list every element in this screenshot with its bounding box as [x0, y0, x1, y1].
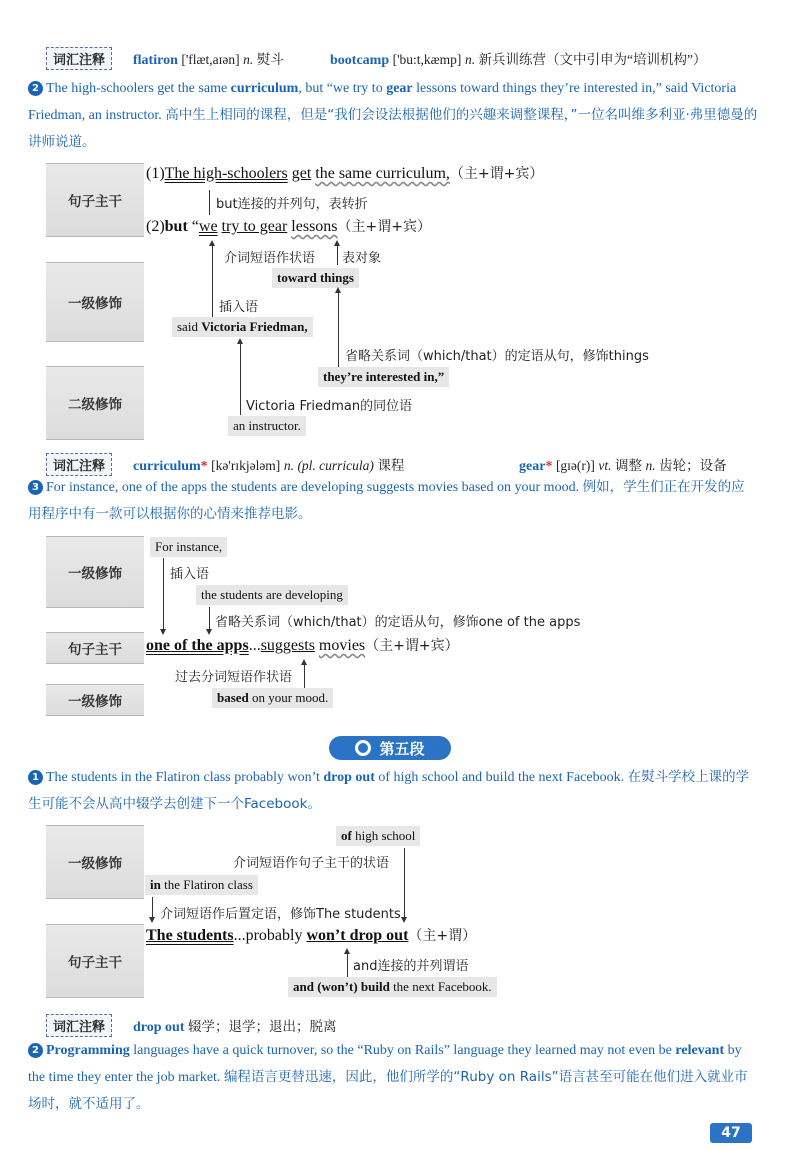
based-box: based on your mood. [212, 688, 333, 708]
arrow-up-icon [212, 245, 213, 318]
theyre-box: they’re interested in,” [318, 367, 449, 387]
omit-note: 省略关系词（which/that）的定语从句，修饰things [345, 349, 649, 364]
said-box: said Victoria Friedman, [172, 317, 313, 337]
arrow-up-icon [337, 245, 338, 265]
main-sentence-3: one of the apps...suggests movies（主+谓+宾） [146, 637, 459, 654]
of-high-school-box: of high school [336, 826, 420, 846]
and-build-box: and (won’t) build the next Facebook. [288, 977, 497, 997]
arrow-down-icon [404, 848, 405, 918]
arrow-up-icon [304, 664, 305, 688]
paragraph-5: 2 Programming languages have a quick turnover, so the “Ruby on Rails” language they learned may not even be relevant by the time they enter the job market. 编程语言更替迅速，因此，他们所学的“Ruby on Rails”语言甚至可能在他们进入就业市场时，就不适用了。 [28, 1043, 748, 1112]
label-level1: 一级修饰 [46, 825, 144, 899]
page-number: 47 [710, 1123, 752, 1143]
label-main-clause: 句子主干 [46, 632, 144, 664]
arrow-down-icon [163, 558, 164, 630]
insert-note: 插入语 [219, 300, 259, 315]
adv-note: 介词短语作句子主干的状语 [233, 856, 390, 871]
magnifier-icon [355, 740, 371, 756]
vocab-label: 词汇注释 [46, 453, 112, 476]
circled-number-icon: 2 [28, 81, 43, 96]
connector-line [209, 190, 210, 215]
circled-number-icon: 2 [28, 1043, 43, 1058]
in-flatiron-box: in the Flatiron class [145, 875, 258, 895]
students-dev-box: the students are developing [196, 585, 348, 605]
arrow-down-icon [152, 897, 153, 918]
insert-note: 插入语 [170, 567, 210, 582]
circled-number-icon: 1 [28, 770, 43, 785]
vocab-label: 词汇注释 [46, 1014, 112, 1037]
label-main-clause: 句子主干 [46, 163, 144, 237]
for-instance-box: For instance, [150, 537, 227, 557]
paragraph-2: 2 The high-schoolers get the same curriculum, but “we try to gear lessons toward things they’re interested in,” said Victoria Friedman, an instructor. 高中生上相同的课程，但是“我们会设法根据他们的兴趣来调整课程，”一位名叫维多利亚·弗里德曼的讲师说道。 [28, 81, 758, 150]
instructor-box: an instructor. [228, 416, 306, 436]
conj-note: but连接的并列句，表转折 [216, 197, 368, 212]
vocab-entry-drop-out: drop out 辍学；退学；退出；脱离 [133, 1019, 337, 1035]
arrow-up-icon [338, 292, 339, 368]
label-main-clause: 句子主干 [46, 924, 144, 998]
vocab-entry-flatiron: flatiron ['flæt,aɪən] n. 熨斗 [133, 52, 284, 68]
circled-number-icon: 3 [28, 480, 43, 495]
arrow-up-icon [347, 953, 348, 978]
arrow-down-icon [209, 607, 210, 630]
and-note: and连接的并列谓语 [353, 959, 469, 974]
obj-note: 表对象 [342, 251, 382, 266]
omit-note: 省略关系词（which/that）的定语从句，修饰one of the apps [215, 615, 581, 630]
prep-note: 介词短语作状语 [224, 251, 316, 266]
pp-note: 过去分词短语作状语 [175, 670, 293, 685]
label-level1: 一级修饰 [46, 536, 144, 608]
attr-note: 介词短语作后置定语，修饰The students [160, 907, 401, 922]
appos-note: Victoria Friedman的同位语 [246, 399, 413, 414]
sentence-1: (1)The high-schoolers get the same curriculum,（主+谓+宾） [146, 165, 544, 182]
vocab-entry-bootcamp: bootcamp ['bu:t,kæmp] n. 新兵训练营（文中引申为“培训机构”） [330, 52, 707, 68]
vocab-label: 词汇注释 [46, 47, 112, 70]
paragraph-4: 1 The students in the Flatiron class probably won’t drop out of high school and build the next Facebook. 在熨斗学校上课的学生可能不会从高中辍学去创建下一个Facebook。 [28, 769, 750, 812]
main-sentence-4: The students...probably won’t drop out（主+谓） [146, 927, 477, 944]
vocab-entry-gear: gear* [gɪə(r)] vt. 调整 n. 齿轮；设备 [519, 458, 727, 474]
label-level2: 二级修饰 [46, 366, 144, 440]
arrow-up-icon [240, 343, 241, 415]
sentence-2: (2)but “we try to gear lessons（主+谓+宾） [146, 218, 431, 235]
section-5-banner: 第五段 [329, 736, 451, 760]
label-level1: 一级修饰 [46, 262, 144, 342]
vocab-entry-curriculum: curriculum* [kə'rɪkjələm] n. (pl. curricula) 课程 [133, 458, 405, 474]
paragraph-3: 3 For instance, one of the apps the students are developing suggests movies based on your mood. 例如，学生们正在开发的应用程序中有一款可以根据你的心情来推荐电影。 [28, 479, 745, 522]
label-level1: 一级修饰 [46, 684, 144, 716]
toward-things-box: toward things [272, 268, 359, 288]
